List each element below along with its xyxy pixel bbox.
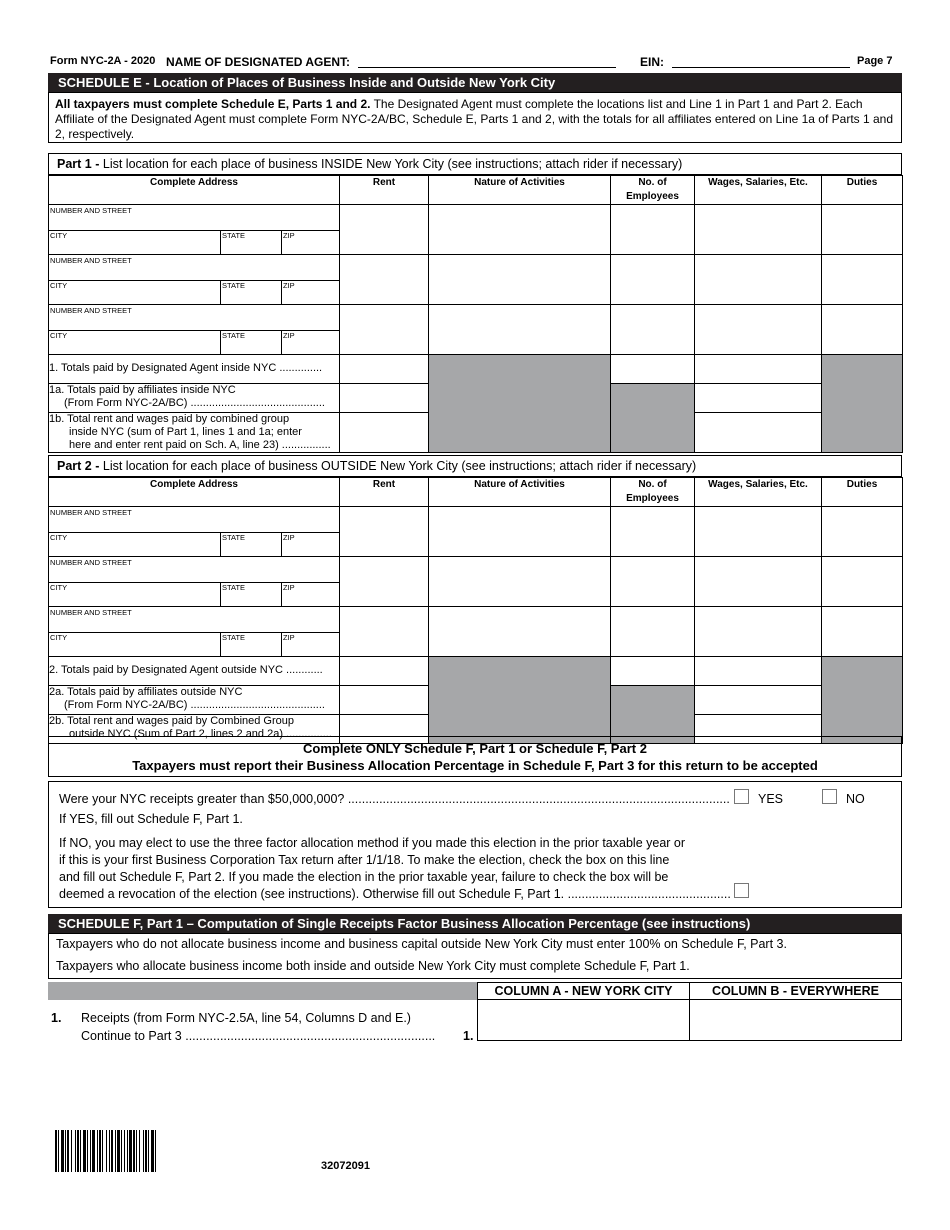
col-rent: Rent — [340, 176, 429, 205]
wages-cell[interactable] — [695, 305, 822, 355]
no-checkbox[interactable] — [822, 788, 837, 806]
employees-cell[interactable] — [611, 507, 695, 557]
line2a-label-b: (From Form NYC-2A/BC) ............................................ — [64, 699, 325, 711]
yes-label: YES — [758, 792, 784, 806]
address-cell[interactable] — [49, 507, 340, 557]
if-no-line2: if this is your first Business Corporation Tax return after 1/1/18. To make the election, check the box on this line — [59, 853, 670, 867]
line1a-label — [49, 384, 340, 413]
schedule-f-note1: Taxpayers who do not allocate business income and business capital outside New York City must enter 100% on Schedule F, Part 3. — [56, 937, 787, 951]
col-employees: No. of Employees — [611, 478, 695, 507]
line2-label: 2. Totals paid by Designated Agent outside NYC ............ — [49, 657, 340, 686]
line1a-label-b: (From Form NYC-2A/BC) ............................................ — [64, 397, 325, 409]
table-row — [49, 305, 903, 355]
shaded-cell — [611, 686, 695, 744]
line1b-rent[interactable] — [340, 413, 429, 453]
col-wages: Wages, Salaries, Etc. — [695, 176, 822, 205]
line2a-label-a: 2a. Totals paid by affiliates outside NYC — [49, 686, 243, 698]
rent-cell[interactable] — [340, 507, 429, 557]
line1b-label-c: here and enter rent paid on Sch. A, line 23) ................ — [69, 439, 331, 451]
rent-cell[interactable] — [340, 305, 429, 355]
yes-checkbox[interactable] — [734, 788, 749, 806]
line1-row — [49, 355, 903, 384]
receipts-everywhere-field[interactable] — [689, 999, 902, 1041]
line2a-label — [49, 686, 340, 715]
line1b-label-a: 1b. Total rent and wages paid by combined group — [49, 413, 290, 425]
address-cell[interactable] — [49, 305, 340, 355]
schedule-f-note2: Taxpayers who allocate business income both inside and outside New York City must complete Schedule F, Part 1. — [56, 959, 690, 973]
line1b-label — [49, 413, 340, 453]
line1b-label-b: inside NYC (sum of Part 1, lines 1 and 1a; enter — [69, 426, 302, 438]
street-label: NUMBER AND STREET — [50, 558, 132, 567]
col-nature: Nature of Activities — [429, 478, 611, 507]
rent-cell[interactable] — [340, 205, 429, 255]
street-label: NUMBER AND STREET — [50, 206, 132, 215]
line2-employees[interactable] — [611, 657, 695, 686]
street-label: NUMBER AND STREET — [50, 256, 132, 265]
barcode — [55, 1130, 237, 1172]
receipts-line-ref: 1. — [463, 1029, 474, 1043]
shaded-cell — [611, 384, 695, 453]
if-no-line4: deemed a revocation of the election (see instructions). Otherwise fill out Schedule F, Part 1. ............................................... — [59, 887, 731, 901]
form-id: Form NYC-2A - 2020 — [50, 55, 156, 67]
col-employees: No. of Employees — [611, 176, 695, 205]
part2-text: List location for each place of business OUTSIDE New York City (see instructions; attach rider if necessary) — [99, 459, 697, 473]
part1-label: Part 1 - — [57, 157, 100, 171]
state-label: STATE — [220, 281, 245, 304]
notice-line2: Taxpayers must report their Business Allocation Percentage in Schedule F, Part 3 for this return to be accepted — [132, 758, 818, 773]
line1a-rent[interactable] — [340, 384, 429, 413]
wages-cell[interactable] — [695, 607, 822, 657]
address-cell[interactable] — [49, 255, 340, 305]
ein-label: EIN: — [640, 55, 664, 69]
shaded-cell — [429, 355, 611, 453]
question-text: Were your NYC receipts greater than $50,000,000? .............................................................................................................. — [59, 792, 730, 806]
employees-cell[interactable] — [611, 557, 695, 607]
shaded-header-bar — [48, 982, 477, 1000]
column-b-header: COLUMN B - EVERYWHERE — [689, 982, 902, 1000]
line1a-label-a: 1a. Totals paid by affiliates inside NYC — [49, 384, 236, 396]
line1-wages[interactable] — [695, 355, 822, 384]
street-label: NUMBER AND STREET — [50, 306, 132, 315]
wages-cell[interactable] — [695, 255, 822, 305]
street-label: NUMBER AND STREET — [50, 508, 132, 517]
line2a-wages[interactable] — [695, 686, 822, 715]
agent-name-field[interactable] — [358, 55, 616, 68]
city-label: CITY — [50, 331, 68, 340]
schedule-e-intro-bold: All taxpayers must complete Schedule E, Parts 1 and 2. — [55, 97, 371, 111]
zip-label: ZIP — [281, 331, 295, 354]
part2-table — [48, 477, 903, 744]
table-row — [49, 607, 903, 657]
line2b-label-a: 2b. Total rent and wages paid by Combined Group — [49, 715, 295, 727]
schedule-e-title: SCHEDULE E - Location of Places of Business Inside and Outside New York City — [48, 73, 902, 92]
col-wages: Wages, Salaries, Etc. — [695, 478, 822, 507]
column-a-header: COLUMN A - NEW YORK CITY — [477, 982, 690, 1000]
address-cell[interactable] — [49, 205, 340, 255]
state-label: STATE — [220, 633, 245, 656]
city-label: CITY — [50, 583, 68, 592]
employees-cell[interactable] — [611, 607, 695, 657]
nature-cell[interactable] — [429, 507, 611, 557]
shaded-cell — [822, 355, 903, 453]
receipts-nyc-field[interactable] — [477, 999, 690, 1041]
part1-table — [48, 175, 903, 453]
nature-cell[interactable] — [429, 607, 611, 657]
receipts-line-number: 1. — [51, 1011, 62, 1025]
line2-rent[interactable] — [340, 657, 429, 686]
line1b-wages[interactable] — [695, 413, 822, 453]
line1-rent[interactable] — [340, 355, 429, 384]
receipts-question — [48, 781, 902, 908]
page-number: Page 7 — [857, 55, 893, 67]
duties-cell[interactable] — [822, 557, 903, 607]
nature-cell[interactable] — [429, 255, 611, 305]
barcode-number: 32072091 — [321, 1160, 370, 1172]
duties-cell[interactable] — [822, 507, 903, 557]
schedule-f-title: SCHEDULE F, Part 1 – Computation of Single Receipts Factor Business Allocation Percentage (see instructions) — [48, 914, 902, 933]
rent-cell[interactable] — [340, 557, 429, 607]
col-address: Complete Address — [49, 176, 340, 205]
nature-cell[interactable] — [429, 557, 611, 607]
table-row — [49, 507, 903, 557]
line1-label: 1. Totals paid by Designated Agent inside NYC .............. — [49, 355, 340, 384]
line1a-wages[interactable] — [695, 384, 822, 413]
wages-cell[interactable] — [695, 557, 822, 607]
employees-cell[interactable] — [611, 205, 695, 255]
nature-cell[interactable] — [429, 305, 611, 355]
wages-cell[interactable] — [695, 507, 822, 557]
receipts-label-1: Receipts (from Form NYC-2.5A, line 54, Columns D and E.) — [81, 1011, 411, 1025]
city-label: CITY — [50, 533, 68, 542]
state-label: STATE — [220, 231, 245, 254]
col-duties: Duties — [822, 478, 903, 507]
city-label: CITY — [50, 633, 68, 642]
rent-cell[interactable] — [340, 255, 429, 305]
zip-label: ZIP — [281, 633, 295, 656]
duties-cell[interactable] — [822, 205, 903, 255]
shaded-cell — [429, 657, 611, 744]
duties-cell[interactable] — [822, 607, 903, 657]
rent-cell[interactable] — [340, 607, 429, 657]
part1-text: List location for each place of business INSIDE New York City (see instructions; attach rider if necessary) — [99, 157, 683, 171]
city-label: CITY — [50, 281, 68, 290]
zip-label: ZIP — [281, 533, 295, 556]
election-checkbox[interactable] — [734, 882, 749, 900]
zip-label: ZIP — [281, 231, 295, 254]
wages-cell[interactable] — [695, 205, 822, 255]
table-row — [49, 557, 903, 607]
line2a-rent[interactable] — [340, 686, 429, 715]
notice-line1: Complete ONLY Schedule F, Part 1 or Schedule F, Part 2 — [303, 741, 647, 756]
if-no-line3: and fill out Schedule F, Part 2. If you made the election in the prior taxable year, failure to check the box will be — [59, 870, 669, 884]
state-label: STATE — [220, 533, 245, 556]
part2-header — [48, 455, 902, 477]
part2-label: Part 2 - — [57, 459, 100, 473]
agent-label: NAME OF DESIGNATED AGENT: — [166, 55, 351, 69]
employees-cell[interactable] — [611, 305, 695, 355]
col-duties: Duties — [822, 176, 903, 205]
line2b-label-b: outside NYC (Sum of Part 2, lines 2 and 2a) ............... — [69, 728, 332, 740]
part1-header — [48, 153, 902, 175]
no-label: NO — [846, 792, 865, 806]
shaded-cell — [822, 657, 903, 744]
zip-label: ZIP — [281, 281, 295, 304]
col-nature: Nature of Activities — [429, 176, 611, 205]
col-rent: Rent — [340, 478, 429, 507]
employees-cell[interactable] — [611, 255, 695, 305]
state-label: STATE — [220, 331, 245, 354]
address-cell[interactable] — [49, 607, 340, 657]
line1-employees[interactable] — [611, 355, 695, 384]
line2-wages[interactable] — [695, 657, 822, 686]
zip-label: ZIP — [281, 583, 295, 606]
if-yes-text: If YES, fill out Schedule F, Part 1. — [59, 812, 243, 826]
duties-cell[interactable] — [822, 255, 903, 305]
table-row — [49, 205, 903, 255]
schedule-f-notes — [48, 933, 902, 979]
table-row — [49, 255, 903, 305]
schedule-e-intro — [48, 92, 902, 143]
schedule-f-notice — [48, 736, 902, 777]
state-label: STATE — [220, 583, 245, 606]
col-address: Complete Address — [49, 478, 340, 507]
street-label: NUMBER AND STREET — [50, 608, 132, 617]
duties-cell[interactable] — [822, 305, 903, 355]
nature-cell[interactable] — [429, 205, 611, 255]
schedule-e-intro-text: The Designated Agent must complete the locations list and Line 1 in Part 1 and Part 2. Each Affiliate of the Designated Agent must complete Form NYC-2A/BC, Schedule E, Parts 1 and 2, with the totals for all affiliates entered on Line 1a of Parts 1 and 2, respectively. — [55, 97, 894, 141]
if-no-line1: If NO, you may elect to use the three factor allocation method if you made this election in the prior taxable year or — [59, 836, 686, 850]
line2-row — [49, 657, 903, 686]
address-cell[interactable] — [49, 557, 340, 607]
ein-field[interactable] — [672, 55, 850, 68]
receipts-label-2: Continue to Part 3 ........................................................................ — [81, 1029, 436, 1043]
city-label: CITY — [50, 231, 68, 240]
